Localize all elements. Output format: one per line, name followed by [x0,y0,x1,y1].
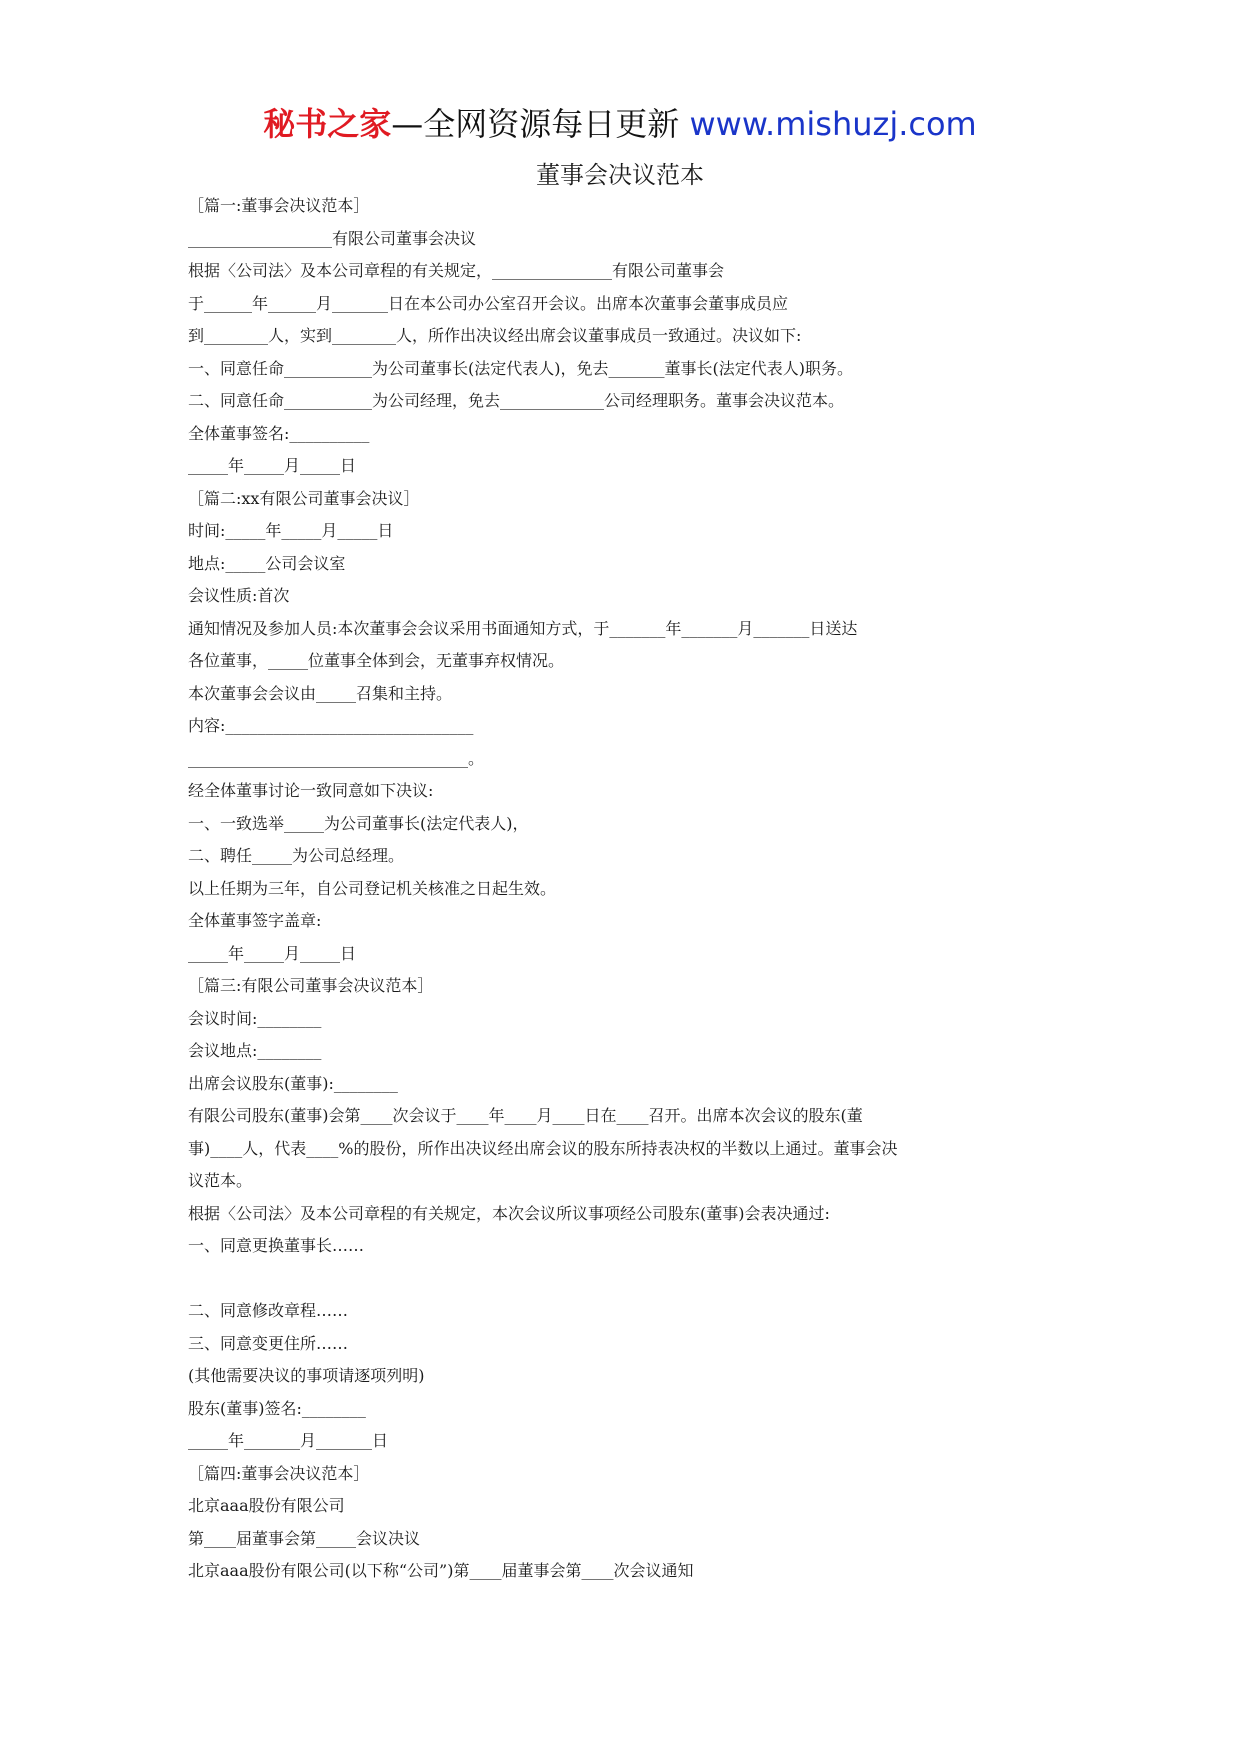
document-line: 全体董事签名:__________ [188,423,370,443]
document-line: 二、聘任_____为公司总经理。 [188,846,405,865]
document-line: 通知情况及参加人员:本次董事会会议采用书面通知方式，于_______年_______月_______日送达 [188,618,858,638]
document-line: 出席会议股东(董事):________ [188,1073,398,1093]
document-line: 会议时间:________ [188,1008,322,1028]
document-line: 内容:_______________________________ [188,716,474,735]
document-body [188,190,978,1588]
document-line: ［篇三:有限公司董事会决议范本］ [188,976,434,995]
document-line: (其他需要决议的事项请逐项列明) [188,1366,425,1385]
document-line: _____年_____月_____日 [188,943,357,963]
site-banner [0,102,1240,146]
document-line: 北京aaa股份有限公司(以下称“公司”)第____届董事会第____次会议通知 [188,1561,694,1580]
document-line: 会议性质:首次 [188,586,290,605]
document-line: ［篇二:xx有限公司董事会决议］ [188,488,420,508]
document-line: 二、同意修改章程…… [188,1301,349,1320]
document-line: 一、同意更换董事长…… [188,1236,365,1255]
document-line: _____年_____月_____日 [188,456,357,475]
blank-line [188,1263,978,1296]
document-line: 一、同意任命___________为公司董事长(法定代表人)，免去_______董事长(法定代表人)职务。 [188,358,853,378]
document-line: ___________________________________。 [188,748,485,768]
document-line: 全体董事签字盖章: [188,911,322,930]
document-line: 根据〈公司法〉及本公司章程的有关规定，_______________有限公司董事会 [188,261,725,280]
document-line: 于______年______月_______日在本公司办公室召开会议。出席本次董事会董事成员应 [188,293,789,313]
document-line: 本次董事会会议由_____召集和主持。 [188,683,453,703]
document-line: 三、同意变更住所…… [188,1333,349,1353]
document-line: 股东(董事)签名:________ [188,1398,366,1418]
document-line: 二、同意任命___________为公司经理，免去_____________公司经理职务。董事会决议范本。 [188,391,845,410]
document-line: 事)____人，代表____%的股份，所作出决议经出席会议的股东所持表决权的半数以上通过。董事会决 [188,1138,898,1158]
document-line: 各位董事，_____位董事全体到会，无董事弃权情况。 [188,651,565,670]
document-line: 以上任期为三年，自公司登记机关核准之日起生效。 [188,878,557,898]
document-line: 经全体董事讨论一致同意如下决议: [188,781,434,800]
document-line: 根据〈公司法〉及本公司章程的有关规定，本次会议所议事项经公司股东(董事)会表决通过: [188,1203,830,1223]
banner-brand: 秘书之家 [263,105,392,143]
document-title: 董事会决议范本 [536,161,704,189]
banner-url[interactable]: www.mishuzj.com [689,105,977,143]
document-line: _____年_______月_______日 [188,1431,389,1450]
document-line: 地点:_____公司会议室 [188,553,346,573]
document-line: 第____届董事会第_____会议决议 [188,1528,421,1548]
document-line: 会议地点:________ [188,1041,322,1060]
document-line: 时间:_____年_____月_____日 [188,521,394,540]
document-line: 有限公司股东(董事)会第____次会议于____年____月____日在____召开。出席本次会议的股东(董 [188,1106,863,1125]
document-line: ［篇四:董事会决议范本］ [188,1463,370,1483]
banner-slogan: —全网资源每日更新 [391,105,690,143]
document-line: ［篇一:董事会决议范本］ [188,196,370,215]
document-line: 一、一致选举_____为公司董事长(法定代表人)， [188,813,529,833]
document-line: __________________有限公司董事会决议 [188,228,477,248]
document-line: 北京aaa股份有限公司 [188,1496,345,1515]
document-line: 到________人，实到________人，所作出决议经出席会议董事成员一致通过。决议如下: [188,326,802,345]
document-line: 议范本。 [188,1171,253,1190]
